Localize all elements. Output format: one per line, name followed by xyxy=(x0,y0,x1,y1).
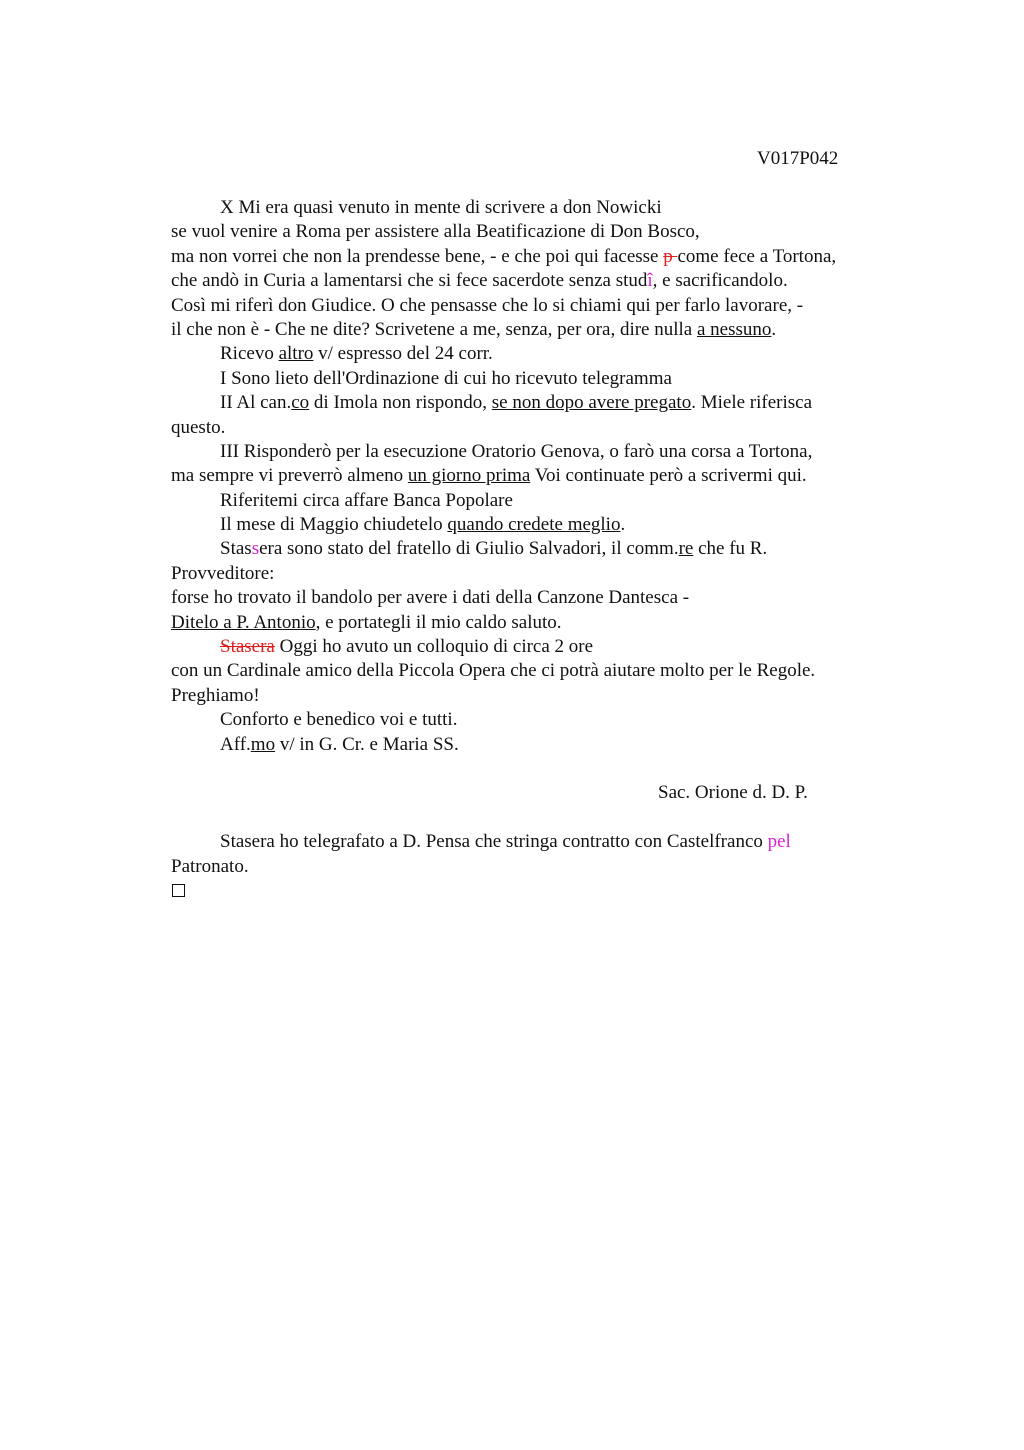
text-line-4 xyxy=(171,269,931,293)
underlined-text: altro xyxy=(278,343,314,365)
text-segment: . xyxy=(771,318,777,340)
text-line-3 xyxy=(171,245,931,269)
inserted-text: î xyxy=(647,270,653,292)
text-segment: di Imola non rispondo, xyxy=(309,392,492,414)
text-line-16: Provveditore: xyxy=(171,562,275,584)
text-line-22: Conforto e benedico voi e tutti. xyxy=(220,709,458,731)
text-line-18 xyxy=(171,611,931,635)
text-line-15 xyxy=(171,537,931,561)
postscript-line-2: Patronato. xyxy=(171,855,249,877)
underlined-text: Ditelo a P. Antonio xyxy=(171,611,316,633)
text-line-17: forse ho trovato il bandolo per avere i dati della Canzone Dantesca - xyxy=(171,587,690,609)
text-segment: Voi continuate però a scrivermi qui. xyxy=(530,465,807,487)
text-segment: ma sempre vi preverrò almeno xyxy=(171,465,408,487)
text-segment: ma non vorrei che non la prendesse bene, - e che poi qui facesse xyxy=(171,245,664,267)
text-line-23 xyxy=(171,733,931,757)
text-segment: Il mese di Maggio chiudetelo xyxy=(220,514,448,536)
underlined-text: mo xyxy=(250,733,276,755)
text-line-13: Riferitemi circa affare Banca Popolare xyxy=(220,489,513,511)
blank-line xyxy=(171,806,931,830)
text-line-7 xyxy=(171,342,931,366)
text-segment: v/ espresso del 24 corr. xyxy=(313,343,493,365)
text-line-2: se vuol venire a Roma per assistere alla Beatificazione di Don Bosco, xyxy=(171,221,700,243)
text-line-12 xyxy=(171,464,931,488)
text-line-10: questo. xyxy=(171,416,226,438)
text-line-6 xyxy=(171,318,931,342)
square-box-icon xyxy=(172,884,185,897)
underlined-text: quando credete meglio xyxy=(447,514,621,536)
text-line-8: I Sono lieto dell'Ordinazione di cui ho ricevuto telegramma xyxy=(220,367,672,389)
underlined-text: re xyxy=(678,538,694,560)
text-segment: . Miele riferisca xyxy=(691,392,813,414)
text-segment: Stasera ho telegrafato a D. Pensa che stringa contratto con Castelfranco xyxy=(220,831,768,853)
end-marker xyxy=(171,879,931,903)
blank-line xyxy=(171,757,931,781)
text-segment: Stas xyxy=(220,538,252,560)
text-segment: v/ in G. Cr. e Maria SS. xyxy=(275,733,459,755)
text-segment: il che non è - Che ne dite? Scrivetene a me, senza, per ora, dire nulla xyxy=(171,318,697,340)
postscript-line-1 xyxy=(171,830,931,854)
text-segment: , e portategli il mio caldo saluto. xyxy=(315,611,562,633)
text-segment: Oggi ho avuto un colloquio di circa 2 ore xyxy=(274,636,594,658)
text-segment: , e sacrificandolo. xyxy=(652,270,788,292)
text-segment: come fece a Tortona, xyxy=(677,245,837,267)
text-line-14 xyxy=(171,513,931,537)
text-line-20: con un Cardinale amico della Piccola Opera che ci potrà aiutare molto per le Regole. xyxy=(171,660,816,682)
underlined-text: co xyxy=(291,392,310,414)
text-line-1: X Mi era quasi venuto in mente di scrivere a don Nowicki xyxy=(220,197,662,218)
underlined-text: a nessuno xyxy=(696,318,772,340)
inserted-text: pel xyxy=(767,831,791,853)
text-line-21: Preghiamo! xyxy=(171,684,260,706)
text-line-9 xyxy=(171,391,931,415)
document-reference-code: V017P042 xyxy=(757,148,839,169)
underlined-text: se non dopo avere pregato xyxy=(491,392,692,414)
text-segment: che andò in Curia a lamentarsi che si fece sacerdote senza stud xyxy=(171,270,648,292)
signature: Sac. Orione d. D. P. xyxy=(658,782,808,804)
text-segment: . xyxy=(620,514,626,536)
text-segment: Aff. xyxy=(220,733,251,755)
underlined-text: un giorno prima xyxy=(407,465,531,487)
letter-body xyxy=(171,196,931,903)
text-line-5: Così mi riferì don Giudice. O che pensasse che lo si chiami qui per farlo lavorare, - xyxy=(171,294,804,316)
text-segment: Ricevo xyxy=(220,343,279,365)
text-segment: era sono stato del fratello di Giulio Salvadori, il comm. xyxy=(259,538,679,560)
text-line-11: III Risponderò per la esecuzione Oratorio Genova, o farò una corsa a Tortona, xyxy=(220,440,813,462)
deleted-text: Stasera xyxy=(220,636,275,658)
text-line-19 xyxy=(171,635,931,659)
inserted-text: s xyxy=(251,538,260,560)
text-segment: che fu R. xyxy=(693,538,768,560)
deleted-text: p xyxy=(663,245,678,267)
text-segment: II Al can. xyxy=(220,392,292,414)
